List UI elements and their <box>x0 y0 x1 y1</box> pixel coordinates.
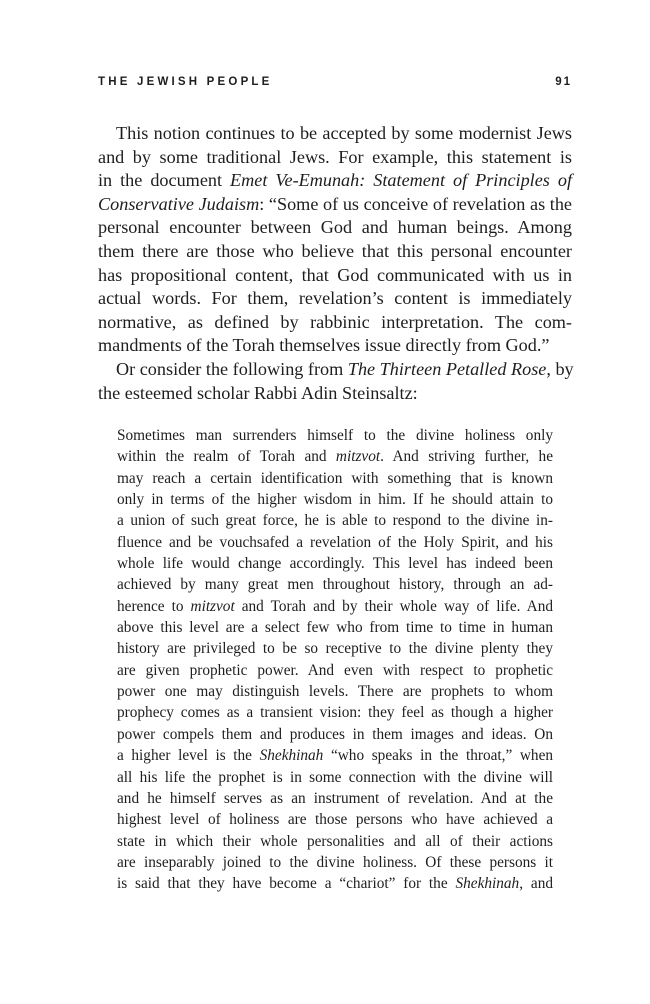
text-run: , by <box>546 358 574 379</box>
text-run: Or consider the following from <box>116 358 348 379</box>
text-line <box>117 724 553 745</box>
text-line <box>98 382 572 406</box>
page-number: 91 <box>555 76 572 88</box>
block-quote <box>117 425 553 895</box>
text-run: . And striving further, he <box>380 448 553 466</box>
text-run: : “Some of us conceive of revelation as the <box>259 193 572 214</box>
text-run: achieved by many great men throughout history, through an ad- <box>117 576 553 594</box>
text-line <box>117 638 553 659</box>
italic-text: Conservative Judaism <box>98 193 260 214</box>
running-head <box>98 76 572 92</box>
text-run: Sometimes man surrenders himself to the divine holiness only <box>117 427 553 444</box>
text-run: “who speaks in the throat,” when <box>323 747 554 765</box>
text-run: them there are those who believe that this personal encounter <box>98 240 572 261</box>
text-run: personal encounter between God and human beings. Among <box>98 217 572 238</box>
text-run: herence to <box>117 597 191 615</box>
text-run: and by some traditional Jews. For example, this statement is <box>98 146 572 167</box>
text-run: all his life the prophet is in some connection with the divine will <box>117 768 553 786</box>
text-run: above this level are a select few who from time to time in human <box>117 619 553 637</box>
text-run: prophecy comes as a transient vision: they feel as though a higher <box>117 704 553 722</box>
italic-text: mitzvot <box>190 597 235 615</box>
text-run: and Torah and by their whole way of life. And <box>234 597 553 615</box>
text-line <box>117 446 553 467</box>
italic-text: Shekhinah <box>259 747 324 765</box>
text-run: may reach a certain identification with something that is known <box>117 469 553 487</box>
text-line <box>98 169 572 193</box>
text-run: are given prophetic power. And even with respect to prophetic <box>117 661 553 679</box>
text-run: are inseparably joined to the divine holiness. Of these persons it <box>117 853 553 871</box>
text-run: , and <box>519 875 553 893</box>
text-line <box>117 425 553 446</box>
text-line <box>98 311 572 335</box>
body-text <box>98 122 572 405</box>
text-line <box>117 489 553 510</box>
text-run: the esteemed scholar Rabbi Adin Steinsaltz: <box>98 382 418 403</box>
italic-text: The Thirteen Petalled Rose <box>347 358 547 379</box>
text-line <box>117 767 553 788</box>
text-line <box>117 873 553 894</box>
text-run: only in terms of the higher wisdom in him. If he should attain to <box>117 491 553 509</box>
text-line <box>98 193 572 217</box>
text-run: power compels them and produces in them images and ideas. On <box>117 725 553 743</box>
text-line <box>117 468 553 489</box>
text-run: state in which their whole personalities and all of their actions <box>117 832 553 850</box>
text-run: power one may distinguish levels. There are prophets to whom <box>117 683 553 701</box>
text-line <box>117 617 553 638</box>
text-line <box>117 681 553 702</box>
text-line <box>117 596 553 617</box>
text-run: fluence and be vouchsafed a revelation of the Holy Spirit, and his <box>117 533 553 551</box>
text-run: and he himself serves as an instrument of revelation. And at the <box>117 789 553 807</box>
text-run: within the realm of Torah and <box>117 448 336 466</box>
text-line <box>117 745 553 766</box>
text-line <box>117 574 553 595</box>
text-line <box>117 831 553 852</box>
text-line <box>98 146 572 170</box>
text-line <box>117 660 553 681</box>
text-line <box>117 852 553 873</box>
text-line <box>117 532 553 553</box>
text-run: highest level of holiness are those persons who have achieved a <box>117 811 553 829</box>
italic-text: Shekhinah <box>455 875 520 893</box>
text-line <box>117 510 553 531</box>
text-line <box>117 809 553 830</box>
text-line <box>98 240 572 264</box>
text-run: has propositional content, that God communicated with us in <box>98 264 572 285</box>
italic-text: Emet Ve-Emunah: Statement of Principles of <box>230 170 572 191</box>
text-run: mandments of the Torah themselves issue directly from God.” <box>98 335 550 356</box>
text-run: actual words. For them, revelation’s content is immediately <box>98 288 572 309</box>
text-run: history are privileged to be so receptive to the divine plenty they <box>117 640 553 658</box>
text-line <box>98 122 572 146</box>
text-run: is said that they have become a “chariot” for the <box>117 875 456 893</box>
text-line <box>98 216 572 240</box>
text-line <box>98 287 572 311</box>
text-run: This notion continues to be accepted by some modernist Jews <box>116 123 572 143</box>
paragraph <box>98 122 572 358</box>
text-run: in the document <box>98 170 231 191</box>
text-run: a union of such great force, he is able to respond to the divine in- <box>117 512 553 530</box>
text-line <box>98 334 572 358</box>
text-line <box>117 788 553 809</box>
text-line <box>98 264 572 288</box>
running-title: THE JEWISH PEOPLE <box>98 76 273 88</box>
italic-text: mitzvot <box>335 448 381 466</box>
text-line <box>117 702 553 723</box>
text-run: normative, as defined by rabbinic interpretation. The com- <box>98 311 572 332</box>
text-run: a higher level is the <box>117 747 260 765</box>
text-line <box>98 358 572 382</box>
text-line <box>117 553 553 574</box>
paragraph <box>98 358 572 405</box>
text-run: whole life would change accordingly. This level has indeed been <box>117 555 553 573</box>
